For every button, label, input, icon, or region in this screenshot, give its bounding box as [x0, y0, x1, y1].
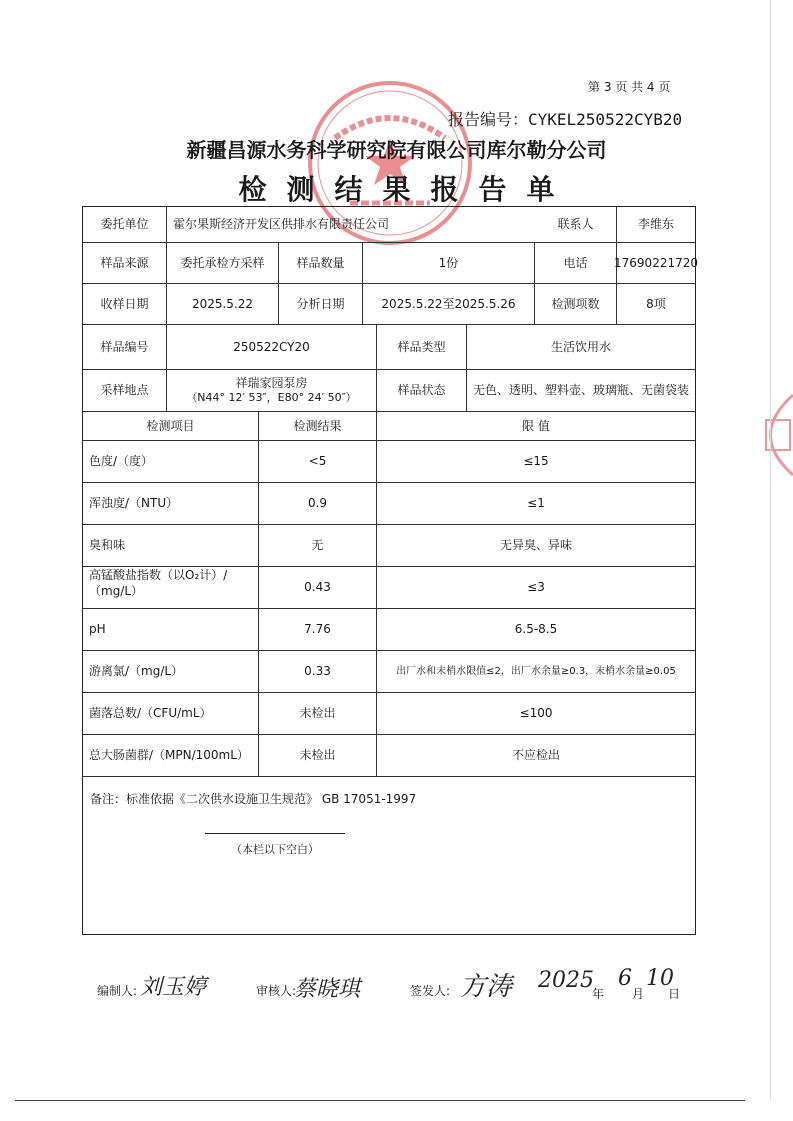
result-item: pH [83, 609, 259, 651]
result-limit: ≤100 [377, 693, 695, 735]
sampling-site-name: 祥瑞家园泵房 [235, 375, 308, 390]
result-limit: ≤1 [377, 483, 695, 525]
result-value: 0.33 [259, 651, 377, 693]
blank-divider [205, 833, 345, 834]
issued-by-signature: 方涛 [460, 972, 513, 1002]
prepared-by-label: 编制人: [97, 984, 138, 998]
col-header-item: 检测项目 [83, 412, 259, 441]
seal-edge-mark [738, 390, 793, 480]
issued-by-label: 签发人: [410, 984, 451, 998]
client-value: 霍尔果斯经济开发区供排水有限责任公司 [167, 207, 617, 243]
sample-type-value: 生活饮用水 [467, 325, 695, 370]
source-label: 样品来源 [83, 243, 167, 284]
sample-state-value: 无色、透明、塑料壶、玻璃瓶、无菌袋装 [467, 370, 695, 412]
quantity-value: 1份 [363, 243, 535, 284]
received-date-label: 收样日期 [83, 284, 167, 325]
page-bottom-rule [15, 1100, 745, 1101]
sample-number-label: 样品编号 [83, 325, 167, 370]
result-value: 0.9 [259, 483, 377, 525]
col-header-limit: 限 值 [377, 412, 695, 441]
result-limit: 6.5-8.5 [377, 609, 695, 651]
sample-state-label: 样品状态 [377, 370, 467, 412]
col-header-result: 检测结果 [259, 412, 377, 441]
report-title: 检测结果报告单 [238, 173, 575, 206]
month-unit: 月 [632, 987, 645, 1001]
result-item: 游离氯/（mg/L） [83, 651, 259, 693]
result-value: 未检出 [259, 735, 377, 777]
phone-label: 电话 [535, 243, 617, 284]
reviewed-by-label: 审核人: [256, 984, 297, 998]
sign-day: 10 [646, 966, 674, 991]
result-limit: ≤15 [377, 441, 695, 483]
analysis-date-label: 分析日期 [279, 284, 363, 325]
sampling-site-label: 采样地点 [83, 370, 167, 412]
result-value: 未检出 [259, 693, 377, 735]
result-limit: 无异臭、异味 [377, 525, 695, 567]
prepared-by-signature: 刘玉婷 [140, 975, 207, 1000]
blank-note: （本栏以下空白） [231, 843, 319, 856]
organization-name: 新疆昌源水务科学研究院有限公司库尔勒分公司 [186, 138, 607, 162]
item-count-value: 8项 [617, 284, 695, 325]
report-number: 报告编号：CYKEL250522CYB20 [448, 110, 683, 129]
item-count-label: 检测项数 [535, 284, 617, 325]
sign-month: 6 [618, 966, 632, 991]
result-item: 浑浊度/（NTU） [83, 483, 259, 525]
result-value: 0.43 [259, 567, 377, 609]
day-unit: 日 [668, 987, 681, 1001]
contact-value: 李维东 [617, 207, 695, 243]
quantity-label: 样品数量 [279, 243, 363, 284]
sampling-site-coords: （N44° 12′ 53″，E80° 24′ 50″） [186, 391, 357, 405]
source-value: 委托承检方采样 [167, 243, 279, 284]
client-label: 委托单位 [83, 207, 167, 243]
page-edge-line [770, 0, 771, 1100]
result-item [83, 567, 259, 609]
contact-label: 联系人 [535, 207, 617, 243]
received-date-value: 2025.5.22 [167, 284, 279, 325]
result-limit: 不应检出 [377, 735, 695, 777]
remark: 备注：标准依据《二次供水设施卫生规范》 GB 17051-1997 [90, 792, 417, 806]
result-limit: ≤3 [377, 567, 695, 609]
result-item-line1: 高锰酸盐指数（以O₂计）/ [89, 568, 228, 582]
sample-type-label: 样品类型 [377, 325, 467, 370]
result-limit: 出厂水和末梢水限值≤2，出厂水余量≥0.3，末梢水余量≥0.05 [377, 651, 695, 693]
year-unit: 年 [592, 987, 605, 1001]
result-value: 无 [259, 525, 377, 567]
result-item: 菌落总数/（CFU/mL） [83, 693, 259, 735]
sign-year: 2025 [538, 968, 594, 993]
result-item: 色度/（度） [83, 441, 259, 483]
result-item-line2: （mg/L） [89, 584, 144, 599]
page-number: 第 3 页 共 4 页 [588, 80, 671, 94]
result-item: 总大肠菌群/（MPN/100mL） [83, 735, 259, 777]
reviewed-by-signature: 蔡晓琪 [294, 977, 361, 1002]
report-table [82, 206, 696, 935]
phone-value: 17690221720 [617, 243, 695, 284]
result-value: 7.76 [259, 609, 377, 651]
analysis-date-value: 2025.5.22至2025.5.26 [363, 284, 535, 325]
sampling-site-value [167, 370, 377, 412]
result-item: 臭和味 [83, 525, 259, 567]
result-value: <5 [259, 441, 377, 483]
sample-number-value: 250522CY20 [167, 325, 377, 370]
